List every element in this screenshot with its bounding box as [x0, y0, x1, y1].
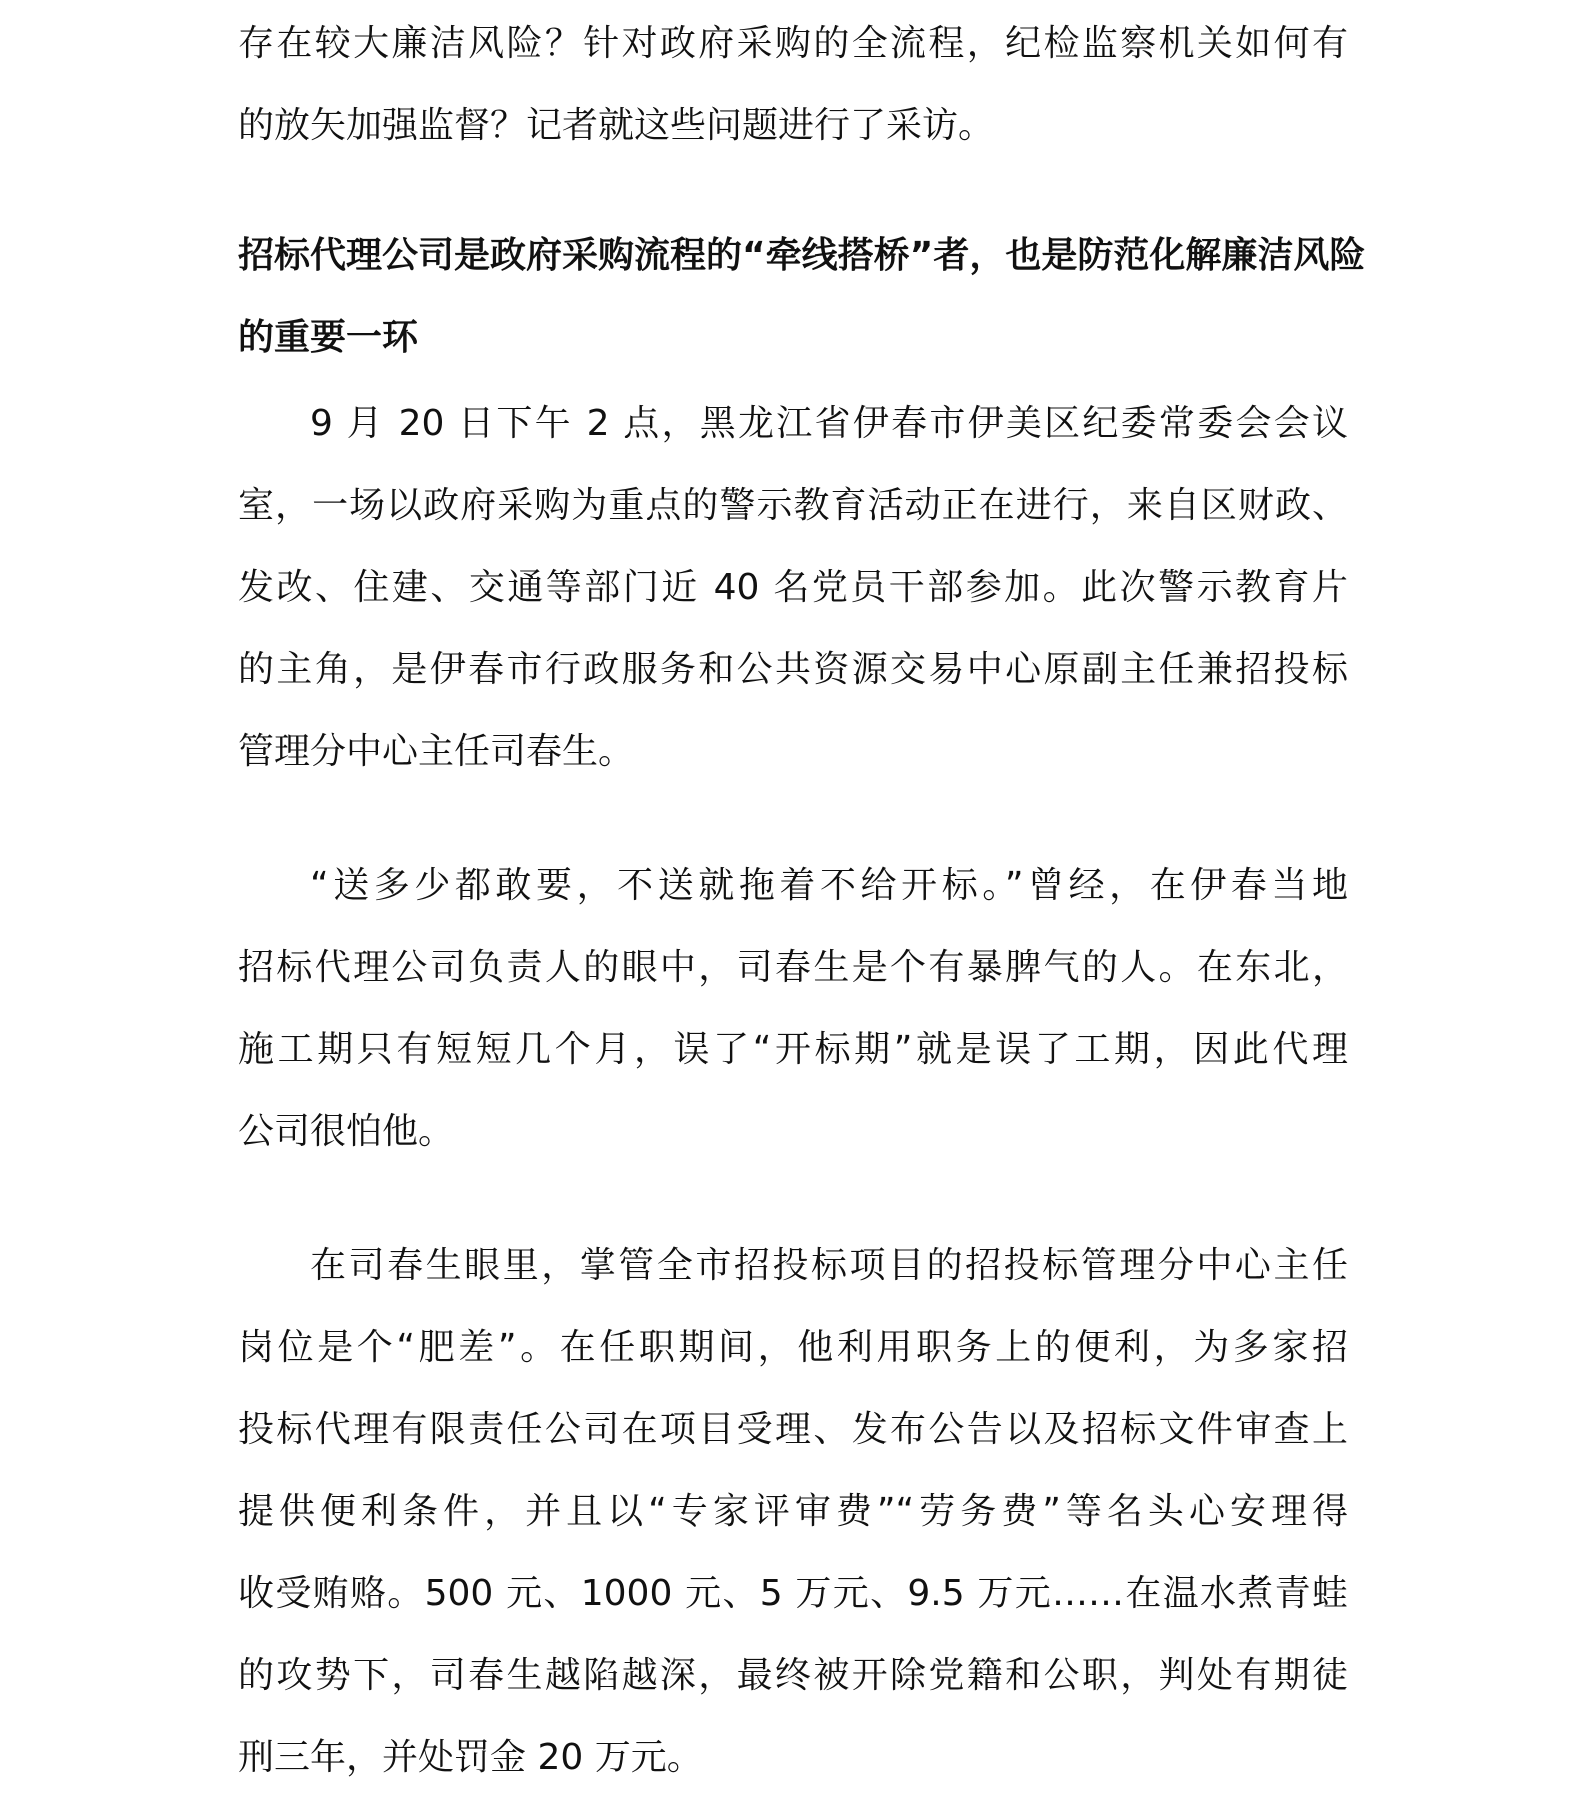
text-line: 的放矢加强监督？记者就这些问题进行了采访。 [238, 105, 995, 146]
heading-line: 招标代理公司是政府采购流程的“牵线搭桥”者，也是防范化解廉洁风险 [238, 235, 1366, 276]
text-line: 发改、住建、交通等部门近 40 名党员干部参加。此次警示教育片 [238, 567, 1348, 608]
text-line: 在司春生眼里，掌管全市招投标项目的招投标管理分中心主任 [310, 1245, 1348, 1286]
text-line: 的主角，是伊春市行政服务和公共资源交易中心原副主任兼招投标 [238, 649, 1348, 690]
text-line: 岗位是个“肥差”。在任职期间，他利用职务上的便利，为多家招 [238, 1327, 1348, 1368]
heading-line: 的重要一环 [238, 317, 419, 358]
text-line: 刑三年，并处罚金 20 万元。 [238, 1737, 703, 1778]
text-line: 收受贿赂。500 元、1000 元、5 万元、9.5 万元……在温水煮青蛙 [238, 1573, 1348, 1614]
text-line: 室，一场以政府采购为重点的警示教育活动正在进行，来自区财政、 [238, 485, 1348, 526]
text-line: 公司很怕他。 [238, 1111, 455, 1152]
text-line: 招标代理公司负责人的眼中，司春生是个有暴脾气的人。在东北， [238, 947, 1348, 988]
text-line: 提供便利条件，并且以“专家评审费”“劳务费”等名头心安理得 [238, 1491, 1348, 1532]
text-line: 的攻势下，司春生越陷越深，最终被开除党籍和公职，判处有期徒 [238, 1655, 1348, 1696]
text-line: 9 月 20 日下午 2 点，黑龙江省伊春市伊美区纪委常委会会议 [310, 403, 1348, 444]
text-line: 管理分中心主任司春生。 [238, 731, 635, 772]
text-line: 存在较大廉洁风险？针对政府采购的全流程，纪检监察机关如何有 [238, 23, 1348, 64]
text-line: 施工期只有短短几个月，误了“开标期”就是误了工期，因此代理 [238, 1029, 1348, 1070]
text-line: “送多少都敢要，不送就拖着不给开标。”曾经，在伊春当地 [310, 865, 1348, 906]
text-line: 投标代理有限责任公司在项目受理、发布公告以及招标文件审查上 [238, 1409, 1348, 1450]
